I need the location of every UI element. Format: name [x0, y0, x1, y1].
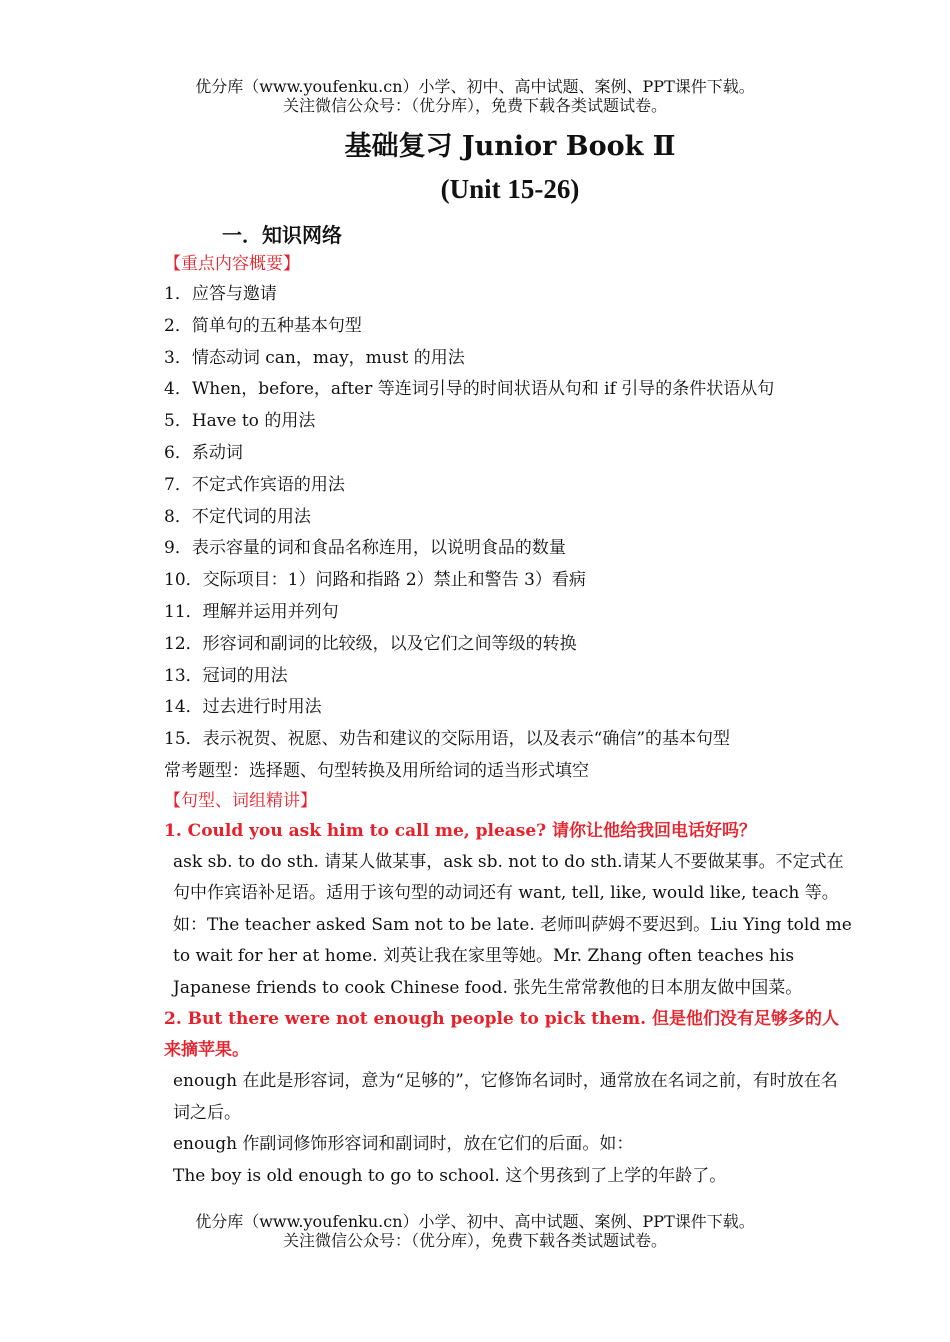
header-line-2: 关注微信公众号：（优分库），免费下载各类试题试卷。 — [282, 96, 667, 115]
item-1-body: ask sb. to do sth. 请某人做某事，ask sb. not to do sth.请某人不要做某事。不定式在句中作宾语补足语。适用于该句型的动词还有 want, tell, like, would like, teach 等。如：The teacher asked Sam not to be late. 老师叫萨姆不要迟到。Liu Ying told me to wait for her at home. 刘英让我在家里等她。Mr. Zhang often teaches his Japanese friends to cook Chinese food. 张先生常常教他的日本朋友做中国菜。 — [173, 851, 852, 998]
list-item: 4．When，before，after 等连词引导的时间状语从句和 if 引导的条件状语从句 — [164, 379, 775, 400]
sentences-label: 【句型、词组精讲】 — [164, 790, 317, 811]
document-subtitle: (Unit 15-26) — [440, 174, 580, 204]
item-1-heading: 1. Could you ask him to call me, please? 请你让他给我回电话好吗？ — [164, 820, 757, 841]
section-heading: 一．知识网络 — [222, 223, 342, 247]
document-title: 基础复习 Junior Book Ⅱ — [344, 131, 676, 162]
list-item: 15．表示祝贺、祝愿、劝告和建议的交际用语，以及表示“确信”的基本句型 — [164, 729, 731, 750]
page-header — [0, 77, 950, 115]
key-points-list — [164, 279, 854, 756]
footer-line-1: 优分库（www.youfenku.cn）小学、初中、高中试题、案例、PPT课件下载。 — [195, 1212, 755, 1231]
list-item: 14．过去进行时用法 — [164, 697, 322, 718]
item-2-body-2: enough 作副词修饰形容词和副词时，放在它们的后面。如： — [173, 1134, 634, 1155]
exam-types: 常考题型：选择题、句型转换及用所给词的适当形式填空 — [164, 760, 589, 781]
list-item: 11．理解并运用并列句 — [164, 601, 339, 622]
list-item: 10．交际项目：1）问路和指路 2）禁止和警告 3）看病 — [164, 570, 586, 591]
list-item: 3．情态动词 can，may，must 的用法 — [164, 347, 465, 368]
list-item: 8．不定代词的用法 — [164, 506, 311, 527]
header-line-1: 优分库（www.youfenku.cn）小学、初中、高中试题、案例、PPT课件下载。 — [195, 77, 755, 96]
list-item: 12．形容词和副词的比较级，以及它们之间等级的转换 — [164, 633, 577, 654]
list-item: 13．冠词的用法 — [164, 665, 288, 686]
main-content — [164, 250, 854, 1192]
key-points-label: 【重点内容概要】 — [164, 254, 300, 274]
footer-line-2: 关注微信公众号：（优分库），免费下载各类试题试卷。 — [282, 1231, 667, 1250]
list-item: 1．应答与邀请 — [164, 284, 277, 304]
item-2-heading: 2. But there were not enough people to pick them. 但是他们没有足够多的人来摘苹果。 — [164, 1009, 840, 1061]
item-2-body-1: enough 在此是形容词，意为“足够的”，它修饰名词时，通常放在名词之前，有时放在名词之后。 — [173, 1071, 838, 1123]
list-item: 9．表示容量的词和食品名称连用，以说明食品的数量 — [164, 538, 566, 559]
page-footer — [0, 1212, 950, 1250]
list-item: 2．简单句的五种基本句型 — [164, 315, 362, 336]
list-item: 6．系动词 — [164, 442, 243, 463]
list-item: 7．不定式作宾语的用法 — [164, 474, 345, 495]
list-item: 5．Have to 的用法 — [164, 411, 316, 432]
item-2-body-3: The boy is old enough to go to school. 这个男孩到了上学的年龄了。 — [173, 1165, 727, 1186]
